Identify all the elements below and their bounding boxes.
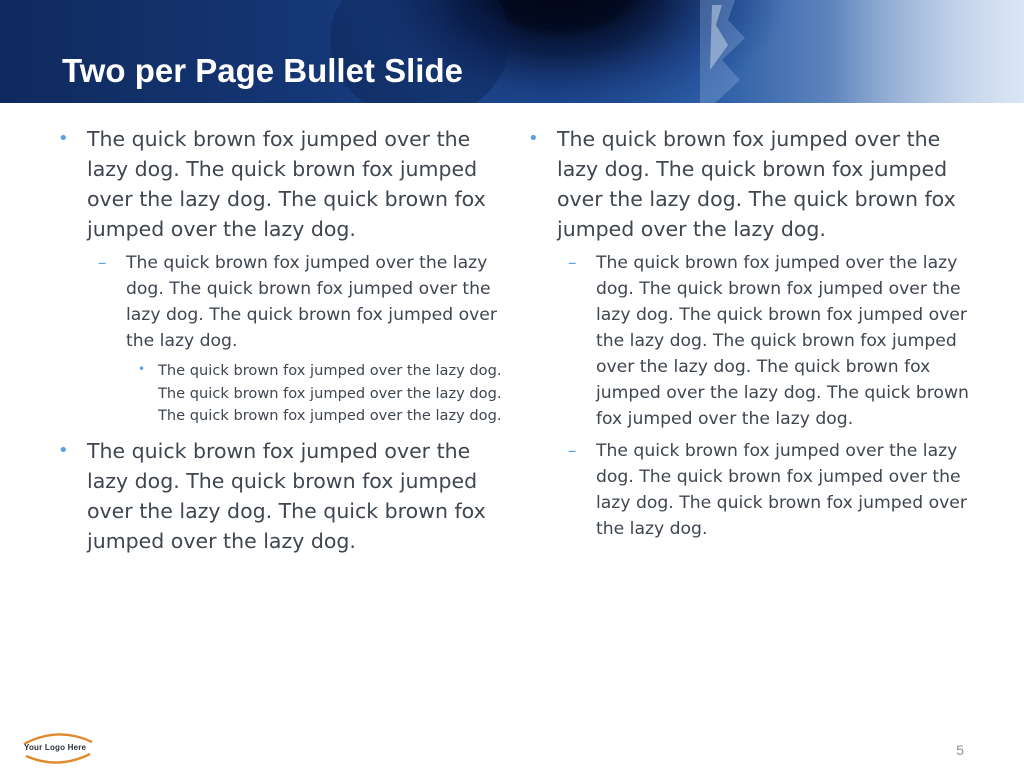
bullet-text: The quick brown fox jumped over the lazy dog. The quick brown fox jumped over the lazy dog. The quick brown fox jumped over the lazy dog. (126, 253, 497, 351)
bullet-level-1 (56, 124, 506, 244)
logo-text: Your Logo Here (24, 743, 87, 752)
bullet-level-2 (56, 250, 506, 354)
bullet-text: The quick brown fox jumped over the lazy dog. The quick brown fox jumped over the lazy dog. The quick brown fox jumped over the lazy dog. The quick brown fox jumped over the lazy dog. The quick brown fox jumped over the lazy dog. The quick brown fox jumped over the lazy dog. (596, 253, 969, 429)
bullet-level-1 (526, 124, 976, 244)
bullet-text: The quick brown fox jumped over the lazy dog. The quick brown fox jumped over the lazy dog. The quick brown fox jumped over the lazy dog. (557, 127, 956, 241)
dot-bullet-icon: • (138, 362, 146, 376)
dot-bullet-icon: • (58, 128, 69, 149)
bullet-text: The quick brown fox jumped over the lazy dog. The quick brown fox jumped over the lazy dog. The quick brown fox jumped over the lazy dog. (596, 441, 967, 539)
dot-bullet-icon: • (528, 128, 539, 149)
page-number: 5 (956, 742, 964, 758)
bullet-level-2 (526, 438, 976, 542)
bullet-text: The quick brown fox jumped over the lazy dog. The quick brown fox jumped over the lazy dog. The quick brown fox jumped over the lazy dog. (87, 127, 486, 241)
bullet-text: The quick brown fox jumped over the lazy dog. The quick brown fox jumped over the lazy dog. The quick brown fox jumped over the lazy dog. (87, 438, 486, 553)
dot-bullet-icon: • (58, 439, 69, 461)
dash-bullet-icon: – (568, 441, 577, 461)
bullet-level-3 (56, 360, 506, 428)
header-banner (0, 0, 1024, 103)
bullet-level-1 (56, 436, 506, 556)
slide-title: Two per Page Bullet Slide (62, 52, 463, 89)
left-content-column (56, 124, 506, 562)
right-content-column (526, 124, 976, 548)
bullet-level-2 (526, 250, 976, 432)
company-logo (20, 728, 96, 766)
dash-bullet-icon: – (568, 253, 577, 273)
dash-bullet-icon: – (98, 253, 107, 273)
bullet-text: The quick brown fox jumped over the lazy dog. The quick brown fox jumped over the lazy dog. The quick brown fox jumped over the lazy dog. (158, 362, 502, 424)
